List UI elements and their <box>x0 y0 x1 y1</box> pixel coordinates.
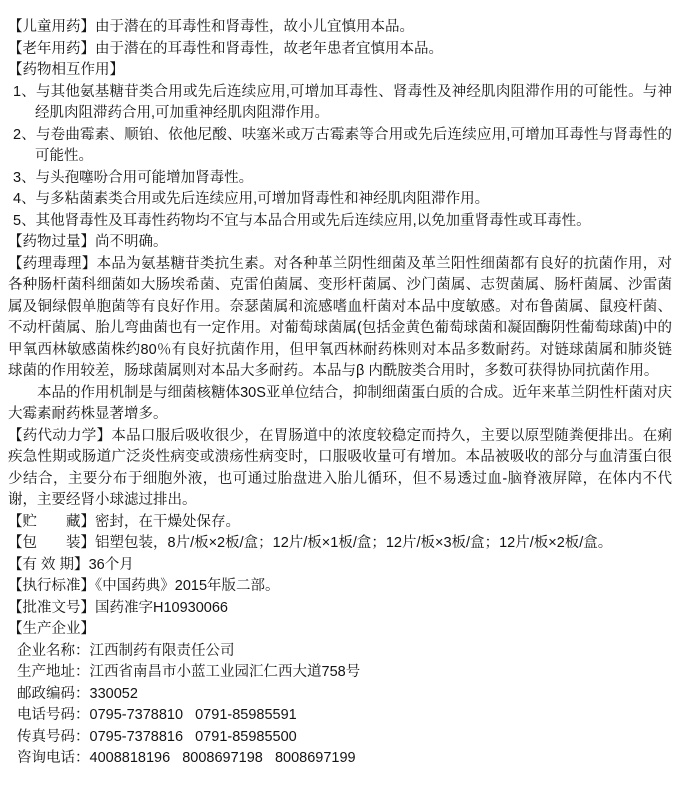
info-value: 0795-7378816 0791-85985500 <box>89 728 297 745</box>
field-label: 【执行标准】 <box>8 578 95 594</box>
interaction-item-5 <box>13 211 672 233</box>
item-number: 1、 <box>13 83 36 100</box>
item-number: 3、 <box>13 169 36 186</box>
item-number: 5、 <box>13 212 36 229</box>
field-text: 铝塑包装，8片/板×2板/盒；12片/板×1板/盒；12片/板×3板/盒；12片/板×2板/盒。 <box>95 535 613 551</box>
info-label: 企业名称： <box>17 642 90 659</box>
heading-drug-interactions: 【药物相互作用】 <box>8 62 124 78</box>
field-label: 【批准文号】 <box>8 599 95 616</box>
field-label: 【药物过量】 <box>8 234 95 250</box>
manufacturer-address <box>17 662 672 684</box>
manufacturer-phone <box>17 705 672 727</box>
info-value: 江西省南昌市小蓝工业园汇仁西大道758号 <box>89 664 361 680</box>
item-text: 与卷曲霉素、顺铂、依他尼酸、呋塞米或万古霉素等合用或先后连续应用,可增加耳毒性与肾毒性的可能性。 <box>35 126 672 164</box>
item-text: 其他肾毒性及耳毒性药物均不宜与本品合用或先后连续应用,以免加重肾毒性或耳毒性。 <box>35 212 591 229</box>
item-text: 与头孢噻吩合用可能增加肾毒性。 <box>35 169 254 186</box>
pharmacology-mechanism-paragraph: 本品的作用机制是与细菌核糖体30S亚单位结合，抑制细菌蛋白质的合成。近年来革兰阴性杆菌对庆大霉素耐药株显著增多。 <box>8 384 672 422</box>
field-pharmacology <box>8 254 672 383</box>
field-overdose <box>8 232 672 254</box>
info-value: 330052 <box>89 685 138 702</box>
manufacturer-company-name <box>17 641 672 663</box>
field-approval-number <box>8 598 672 620</box>
field-label: 【儿童用药】 <box>8 19 95 35</box>
field-text: 《中国药典》2015年版二部。 <box>95 578 280 594</box>
interaction-item-1 <box>13 82 672 125</box>
info-value: 江西制药有限责任公司 <box>89 642 235 659</box>
field-label: 【药理毒理】 <box>8 255 97 272</box>
field-executive-standard <box>8 576 672 598</box>
field-label: 【有 效 期】 <box>8 556 89 573</box>
heading-manufacturer: 【生产企业】 <box>8 621 95 637</box>
field-label: 【药代动力学】 <box>8 427 112 444</box>
manufacturer-fax <box>17 727 672 749</box>
field-text: 由于潜在的耳毒性和肾毒性，故小儿宜慎用本品。 <box>95 19 414 35</box>
field-text: 36个月 <box>88 556 134 573</box>
field-text: 密封，在干燥处保存。 <box>95 513 240 530</box>
field-label: 【贮 藏】 <box>8 513 95 530</box>
info-value: 0795-7378810 0791-85985591 <box>89 707 297 723</box>
field-pediatric-use <box>8 17 672 39</box>
interaction-item-2 <box>13 125 672 168</box>
info-label: 电话号码： <box>17 707 90 723</box>
field-label: 【老年用药】 <box>8 40 95 57</box>
manufacturer-postcode <box>17 684 672 706</box>
field-pharmacokinetics <box>8 426 672 512</box>
info-value: 4008818196 8008697198 8008697199 <box>89 750 356 766</box>
field-label: 【包 装】 <box>8 535 95 551</box>
info-label: 邮政编码： <box>17 685 90 702</box>
field-text: 国药准字H10930066 <box>95 599 228 616</box>
field-text: 本品口服后吸收很少，在胃肠道中的浓度较稳定而持久，主要以原型随粪便排出。在痢疾急性期或肠道广泛炎性病变或溃疡性病变时，口服吸收量可有增加。本品被吸收的部分与血清蛋白很少结合，主要分布于细胞外液，也可通过胎盘进入胎儿循环，但不易透过血-脑脊液屏障，在体内不代谢，主要经肾小球滤过排出。 <box>8 427 673 508</box>
field-packaging <box>8 533 672 555</box>
info-label: 咨询电话： <box>17 750 90 766</box>
field-validity-period <box>8 555 672 577</box>
field-geriatric-use <box>8 39 672 61</box>
item-text: 与多粘菌素类合用或先后连续应用,可增加肾毒性和神经肌肉阻滞作用。 <box>35 191 490 207</box>
field-text: 尚不明确。 <box>95 234 168 250</box>
item-number: 4、 <box>13 191 36 207</box>
field-text: 由于潜在的耳毒性和肾毒性，故老年患者宜慎用本品。 <box>95 40 443 57</box>
manufacturer-hotline <box>17 748 672 770</box>
field-storage <box>8 512 672 534</box>
field-text: 本品为氨基糖苷类抗生素。对各种革兰阴性细菌及革兰阳性细菌都有良好的抗菌作用，对各种肠杆菌科细菌如大肠埃希菌、克雷伯菌属、变形杆菌属、沙门菌属、志贺菌属、肠杆菌属、沙雷菌属及铜绿假单胞菌等有良好作用。奈瑟菌属和流感嗜血杆菌对本品中度敏感。对布鲁菌属、鼠疫杆菌、不动杆菌属、胎儿弯曲菌也有一定作用。对葡萄球菌属(包括金黄色葡萄球菌和凝固酶阴性葡萄球菌)中的甲氧西林敏感菌株约80％有良好抗菌作用，但甲氧西林耐药株则对本品多数耐药。对链球菌属和肺炎链球菌的作用较差，肠球菌属则对本品大多耐药。本品与β 内酰胺类合用时，多数可获得协同抗菌作用。 <box>8 255 673 379</box>
info-label: 生产地址： <box>17 664 90 680</box>
info-label: 传真号码： <box>17 728 90 745</box>
interaction-item-4 <box>13 189 672 211</box>
item-number: 2、 <box>13 126 36 143</box>
interaction-item-3 <box>13 168 672 190</box>
item-text: 与其他氨基糖苷类合用或先后连续应用,可增加耳毒性、肾毒性及神经肌肉阻滞作用的可能性。与神经肌肉阻滞药合用,可加重神经肌肉阻滞作用。 <box>35 83 672 121</box>
